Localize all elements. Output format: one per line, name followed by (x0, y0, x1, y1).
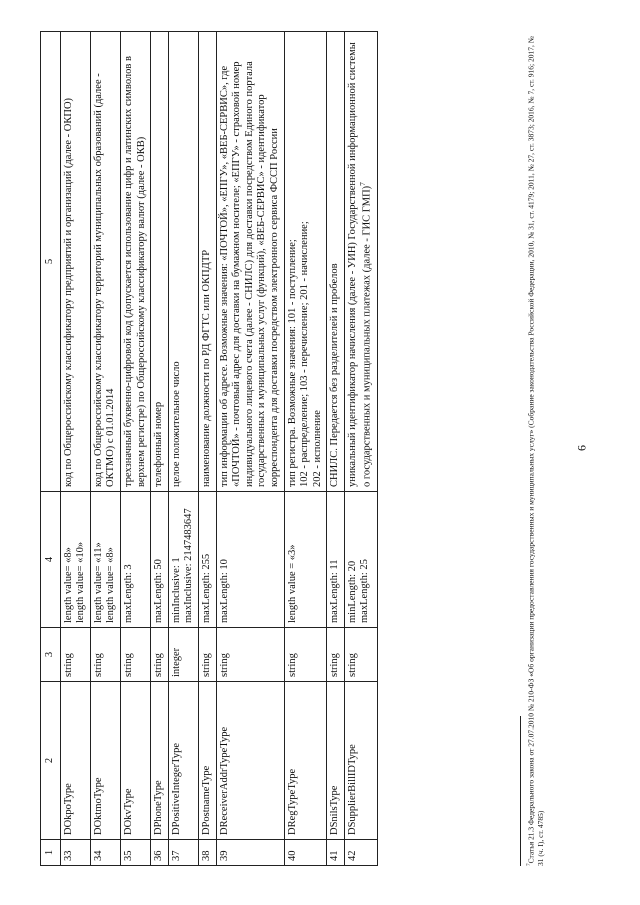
table-header-row (41, 32, 61, 866)
row-number-cell-text: 40 (286, 850, 298, 861)
restriction-cell-text: maxLength: 50 (153, 559, 165, 623)
header-col-4: 4 (41, 492, 61, 628)
base-type-cell-text: string (62, 653, 74, 677)
base-type-cell (198, 628, 216, 682)
description-cell-text: трехзначный буквенно-цифровой код (допускается использование цифр и латинских символов в верхнем регистре) по Общероссийскому классификатору валют (далее - ОКВ) (122, 56, 147, 487)
restriction-cell-text: length value= «8» (62, 547, 74, 623)
description-cell-text: код по Общероссийскому классификатору предприятий и организаций (далее - ОКПО) (62, 97, 74, 487)
page-number: 6 (574, 445, 589, 451)
table-row (198, 32, 216, 866)
base-type-cell (284, 628, 327, 682)
base-type-cell (90, 628, 120, 682)
type-name-cell (60, 682, 90, 840)
row-number-cell-text: 35 (122, 850, 134, 861)
base-type-cell (151, 628, 169, 682)
restriction-cell-text: minLength: 20 (346, 560, 358, 623)
table-row (327, 32, 345, 866)
restriction-cell-text: length value= «11» (92, 542, 104, 623)
row-number-cell-text: 37 (170, 850, 182, 861)
description-cell (284, 32, 327, 492)
base-type-cell-text: string (286, 653, 298, 677)
type-name-cell (90, 682, 120, 840)
description-cell-text: 202 - исполнение (311, 410, 323, 487)
type-name-cell-text: DOktmoType (92, 777, 104, 835)
restriction-cell-text: length value= «8» (105, 547, 117, 623)
table-row (60, 32, 90, 866)
description-cell (168, 32, 198, 492)
description-cell-text: 102 - распределение; 103 - перечисление; 201 - начисление; (299, 221, 311, 487)
header-col-2: 2 (41, 682, 61, 840)
base-type-cell-text: string (200, 653, 212, 677)
header-col-5: 5 (41, 32, 61, 492)
table-row (151, 32, 169, 866)
type-name-cell-text: DPhoneType (153, 780, 165, 835)
description-cell (120, 32, 150, 492)
restriction-cell (60, 492, 90, 628)
restriction-cell-text: maxLength: 3 (122, 564, 134, 623)
row-number-cell-text: 38 (200, 850, 212, 861)
restriction-cell-text: length value = «3» (286, 544, 298, 623)
table-row (344, 32, 377, 866)
base-type-cell-text: integer (170, 647, 182, 677)
header-col-3: 3 (41, 628, 61, 682)
row-number-cell (60, 840, 90, 866)
row-number-cell-text: 42 (346, 850, 358, 861)
description-cell (90, 32, 120, 492)
row-number-cell (90, 840, 120, 866)
description-cell (327, 32, 345, 492)
description-cell-text: наименование должности по РД ФГТС или ОКПДТР (200, 249, 212, 487)
description-cell-text: уникальный идентификатор начисления (далее - УИН) Государственной информационной системы о государственных и муниципальных платежах (далее - ГИС ГМП) (346, 42, 373, 487)
description-cell-text: тип регистра. Возможные значения: 101 - поступление; (286, 239, 298, 487)
type-name-cell-text: DRegTypeType (286, 768, 298, 835)
row-number-cell (284, 840, 327, 866)
row-number-cell (198, 840, 216, 866)
header-col-1: 1 (41, 840, 61, 866)
type-name-cell (120, 682, 150, 840)
description-cell (344, 32, 377, 492)
restriction-cell-text: maxLength: 25 (359, 559, 371, 623)
type-name-cell (344, 682, 377, 840)
table-row (120, 32, 150, 866)
type-name-cell-text: DSupplierBillIDType (346, 744, 358, 835)
base-type-cell-text: string (346, 653, 358, 677)
base-type-cell (168, 628, 198, 682)
row-number-cell (151, 840, 169, 866)
restriction-cell (216, 492, 284, 628)
base-type-cell (216, 628, 284, 682)
footnote-divider (520, 716, 521, 866)
description-cell-text: код по Общероссийскому классификатору территорий муниципальных образований (далее - ОКТМО) с 01.01.2014 (92, 73, 117, 487)
base-type-cell (60, 628, 90, 682)
restriction-cell (168, 492, 198, 628)
type-name-cell (284, 682, 327, 840)
restriction-cell (327, 492, 345, 628)
table-row (216, 32, 284, 866)
table-row (90, 32, 120, 866)
document-sheet (40, 31, 578, 866)
row-number-cell (120, 840, 150, 866)
restriction-cell-text: minInclusive: 1 (170, 557, 182, 623)
description-cell (60, 32, 90, 492)
base-type-cell-text: string (122, 653, 134, 677)
restriction-cell (284, 492, 327, 628)
footnote (526, 31, 546, 866)
type-name-cell-text: DSnilsType (329, 785, 341, 835)
type-name-cell-text: DPostnameType (200, 765, 212, 835)
table-body (60, 32, 377, 866)
type-name-cell (216, 682, 284, 840)
type-name-cell (198, 682, 216, 840)
base-type-cell (120, 628, 150, 682)
restriction-cell-text: maxLength: 255 (200, 553, 212, 623)
base-type-cell-text: string (153, 653, 165, 677)
restriction-cell-text: maxLength: 11 (329, 559, 341, 623)
base-type-cell-text: string (218, 653, 230, 677)
description-cell (216, 32, 284, 492)
table-row (284, 32, 327, 866)
table-row (168, 32, 198, 866)
type-name-cell-text: DOkpoType (62, 783, 74, 835)
description-cell-text: тип информации об адресе. Возможные значения: «ПОЧТОЙ», «ЕПГУ», «ВЕБ-СЕРВИС», где «ПОЧТОЙ» - почтовый адрес для доставки на бумажном носителе; «ЕПГУ» - страховой номер индивидуального лицевого счета (далее - СНИЛС) для доставки посредством Единого портала государственных и муниципальных услуг (функций), «ВЕБ-СЕРВИС» - идентификатор корреспондента для доставки посредством электронного сервиса ФССП России (218, 61, 280, 487)
footnote-reference: 7 (358, 182, 368, 186)
description-cell-text: СНИЛС. Передается без разделителей и пробелов (329, 263, 341, 487)
row-number-cell-text: 33 (62, 850, 74, 861)
row-number-cell (327, 840, 345, 866)
restriction-cell-text: maxLength: 10 (218, 559, 230, 623)
description-cell-text: телефонный номер (153, 401, 165, 487)
footnote-mark: 7 (526, 863, 532, 866)
type-name-cell (151, 682, 169, 840)
row-number-cell-text: 41 (329, 850, 341, 861)
restriction-cell-text: length value= «10» (75, 541, 87, 623)
type-name-cell-text: DOkvType (122, 788, 134, 835)
row-number-cell-text: 36 (153, 850, 165, 861)
restriction-cell (344, 492, 377, 628)
restriction-cell (151, 492, 169, 628)
row-number-cell-text: 34 (92, 850, 104, 861)
row-number-cell (216, 840, 284, 866)
base-type-cell-text: string (92, 653, 104, 677)
type-name-cell-text: DPositiveIntegerType (170, 743, 182, 835)
footnote-text: Статья 21.3 Федерального закона от 27.07.2010 № 210-ФЗ «Об организации предоставления государственных и муниципальных услуг» (Собрание законодательства Российской Федерации, 2010, № 31, ст. 4179; 2011, № 27, ст. 3873; 2016, № 7, ст. 916; 2017, № 31 (ч. I), ст. 4785) (526, 36, 546, 866)
base-type-cell-text: string (329, 653, 341, 677)
type-name-cell (168, 682, 198, 840)
base-type-cell (344, 628, 377, 682)
type-name-cell (327, 682, 345, 840)
restriction-cell (90, 492, 120, 628)
restriction-cell (120, 492, 150, 628)
description-cell (151, 32, 169, 492)
row-number-cell-text: 39 (218, 850, 230, 861)
description-cell (198, 32, 216, 492)
base-type-cell (327, 628, 345, 682)
restriction-cell (198, 492, 216, 628)
data-types-table (40, 31, 378, 866)
row-number-cell (344, 840, 377, 866)
type-name-cell-text: DReceiverAddrTypeType (218, 726, 230, 835)
description-cell-text: целое положительное число (170, 361, 182, 487)
row-number-cell (168, 840, 198, 866)
restriction-cell-text: maxInclusive: 2147483647 (183, 508, 195, 623)
